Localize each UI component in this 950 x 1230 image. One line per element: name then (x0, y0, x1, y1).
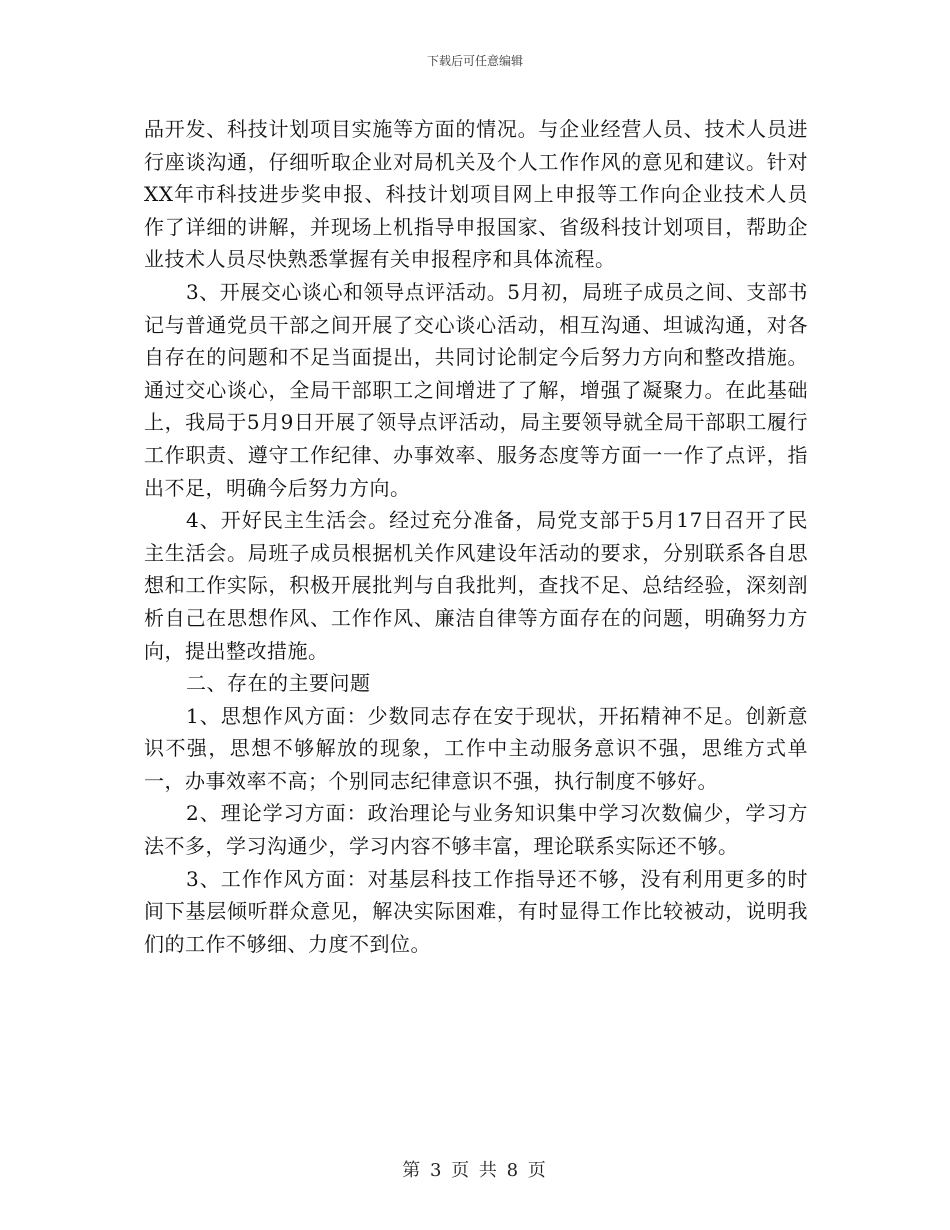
paragraph-1: 品开发、科技计划项目实施等方面的情况。与企业经营人员、技术人员进行座谈沟通，仔细听取企业对局机关及个人工作作风的意见和建议。针对XX年市科技进步奖申报、科技计划项目网上申报等工作向企业技术人员作了详细的讲解，并现场上机指导申报国家、省级科技计划项目，帮助企业技术人员尽快熟悉掌握有关申报程序和具体流程。 (144, 117, 808, 272)
page-header: 下载后可任意编辑 (426, 54, 523, 68)
paragraph-3: 4、开好民主生活会。经过充分准备，局党支部于5月17日召开了民主生活会。局班子成员根据机关作风建设年活动的要求，分别联系各自思想和工作实际，积极开展批判与自我批判，查找不足、总结经验，深刻剖析自己在思想作风、工作作风、廉洁自律等方面存在的问题，明确努力方向，提出整改措施。 (144, 508, 808, 663)
paragraph-5: 2、理论学习方面：政治理论与业务知识集中学习次数偏少，学习方法不多，学习沟通少，学习内容不够丰富，理论联系实际还不够。 (144, 801, 808, 859)
page-number-footer: 第 3 页 共 8 页 (402, 1160, 548, 1181)
document-body (144, 113, 808, 960)
paragraph-2: 3、开展交心谈心和领导点评活动。5月初，局班子成员之间、支部书记与普通党员干部之间开展了交心谈心活动，相互沟通、坦诚沟通，对各自存在的问题和不足当面提出，共同讨论制定今后努力方向和整改措施。通过交心谈心，全局干部职工之间增进了了解，增强了凝聚力。在此基础上，我局于5月9日开展了领导点评活动，局主要领导就全局干部职工履行工作职责、遵守工作纪律、办事效率、服务态度等方面一一作了点评，指出不足，明确今后努力方向。 (144, 279, 808, 500)
section-heading: 二、存在的主要问题 (186, 671, 371, 696)
paragraph-4: 1、思想作风方面：少数同志存在安于现状，开拓精神不足。创新意识不强，思想不够解放的现象，工作中主动服务意识不强，思维方式单一，办事效率不高；个别同志纪律意识不强，执行制度不够好。 (144, 703, 808, 793)
paragraph-6: 3、工作作风方面：对基层科技工作指导还不够，没有利用更多的时间下基层倾听群众意见，解决实际困难，有时显得工作比较被动，说明我们的工作不够细、力度不到位。 (144, 866, 808, 956)
